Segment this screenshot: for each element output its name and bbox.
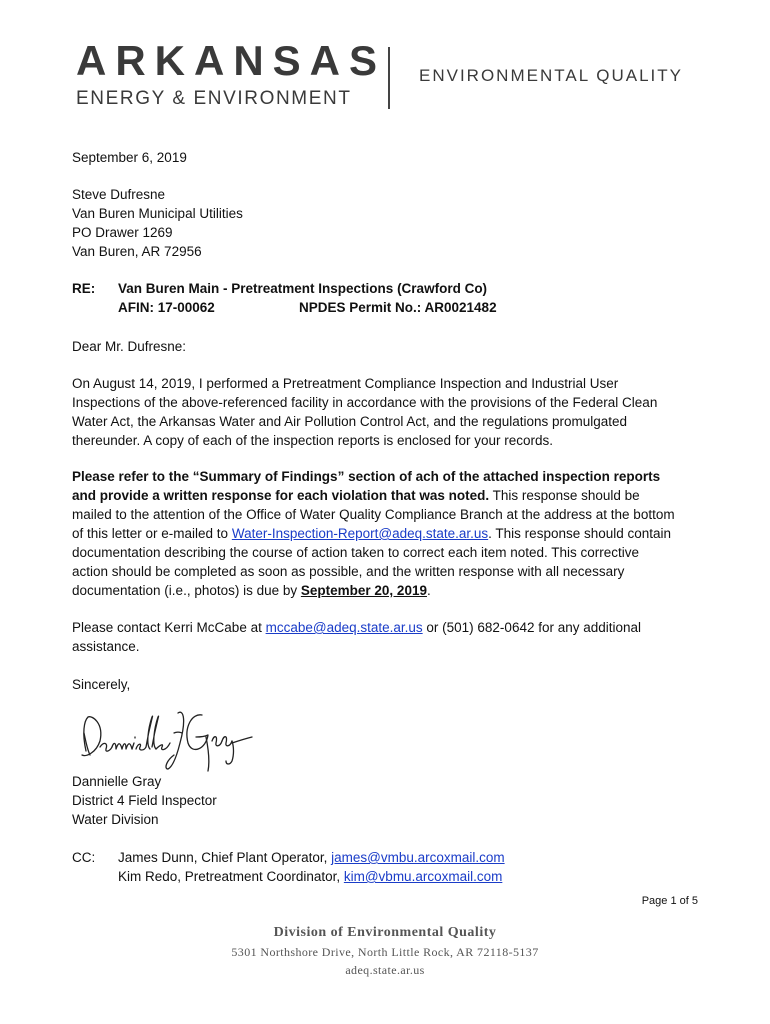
afin-number: AFIN: 17-00062: [118, 300, 215, 315]
letter-date: September 6, 2019: [72, 150, 187, 165]
logo-energy-environment: ENERGY & ENVIRONMENT: [76, 88, 352, 109]
signer-block: [72, 772, 702, 829]
re-title: Van Buren Main - Pretreatment Inspections (Crawford Co): [118, 281, 488, 296]
letterhead: [0, 0, 770, 120]
paragraph-text: of this letter or e-mailed to: [72, 526, 232, 541]
address-line: Van Buren Municipal Utilities: [72, 206, 243, 221]
mccabe-email-link[interactable]: mccabe@adeq.state.ar.us: [265, 620, 423, 635]
findings-bold-line: Please refer to the “Summary of Findings” section of ach of the attached inspection reports: [72, 469, 661, 484]
paragraph-text: Please contact Kerri McCabe at: [72, 620, 266, 635]
footer-address: 5301 Northshore Drive, North Little Rock, AR 72118-5137: [231, 945, 539, 959]
salutation: Dear Mr. Dufresne:: [72, 339, 187, 354]
paragraph-text: documentation (i.e., photos) is due by: [72, 583, 301, 598]
footer-title: Division of Environmental Quality: [273, 925, 497, 940]
paragraph-line: thereunder. A copy of each of the inspection reports is enclosed for your records.: [72, 433, 554, 448]
address-line: PO Drawer 1269: [72, 225, 173, 240]
paragraph-text: or (501) 682-0642 for any additional: [422, 620, 642, 635]
logo-environmental-quality: ENVIRONMENTAL QUALITY: [419, 66, 683, 85]
address-line: Steve Dufresne: [72, 187, 166, 202]
signer-division: Water Division: [72, 812, 159, 827]
signature-image: [74, 703, 254, 775]
page-number: Page 1 of 5: [641, 895, 698, 907]
paragraph-line: On August 14, 2019, I performed a Pretreatment Compliance Inspection and Industrial User: [72, 376, 619, 391]
paragraph-line: assistance.: [72, 639, 140, 654]
recipient-address: [72, 185, 702, 261]
inspection-report-email-link[interactable]: Water-Inspection-Report@adeq.state.ar.us: [231, 526, 489, 541]
paragraph-line: documentation describing the course of action taken to correct each item noted. This corrective: [72, 545, 640, 560]
address-line: Van Buren, AR 72956: [72, 244, 202, 259]
due-date: September 20, 2019: [300, 583, 427, 598]
cc-recipient: Kim Redo, Pretreatment Coordinator,: [118, 869, 344, 884]
paragraph-contact: [72, 618, 702, 656]
footer-website: adeq.state.ar.us: [345, 963, 425, 977]
paragraph-line: Inspections of the above-referenced facility in accordance with the provisions of the Federal Clean: [72, 395, 658, 410]
signer-name: Dannielle Gray: [72, 774, 162, 789]
paragraph-text: . This response should contain: [488, 526, 672, 541]
logo-divider: [388, 47, 390, 109]
closing: Sincerely,: [72, 677, 131, 692]
paragraph-text: This response should be: [489, 488, 640, 503]
logo-arkansas: ARKANSAS: [76, 37, 387, 84]
cc-recipient: James Dunn, Chief Plant Operator,: [118, 850, 332, 865]
kim-email-link[interactable]: kim@vbmu.arcoxmail.com: [343, 869, 503, 884]
paragraph-inspection: [72, 374, 702, 450]
paragraph-text: .: [426, 583, 431, 598]
cc-list: [118, 848, 708, 886]
james-email-link[interactable]: james@vmbu.arcoxmail.com: [331, 850, 505, 865]
signer-title: District 4 Field Inspector: [72, 793, 217, 808]
paragraph-line: action should be completed as soon as possible, and the written response with all necessary: [72, 564, 625, 579]
re-label: RE:: [72, 281, 96, 296]
paragraph-line: Water Act, the Arkansas Water and Air Pollution Control Act, and the regulations promulgated: [72, 414, 628, 429]
paragraph-findings: [72, 467, 702, 600]
findings-bold-line: and provide a written response for each violation that was noted.: [72, 488, 490, 503]
cc-label: CC:: [72, 850, 96, 865]
paragraph-line: mailed to the attention of the Office of Water Quality Compliance Branch at the address at the bottom: [72, 507, 675, 522]
npdes-permit: NPDES Permit No.: AR0021482: [299, 300, 497, 315]
